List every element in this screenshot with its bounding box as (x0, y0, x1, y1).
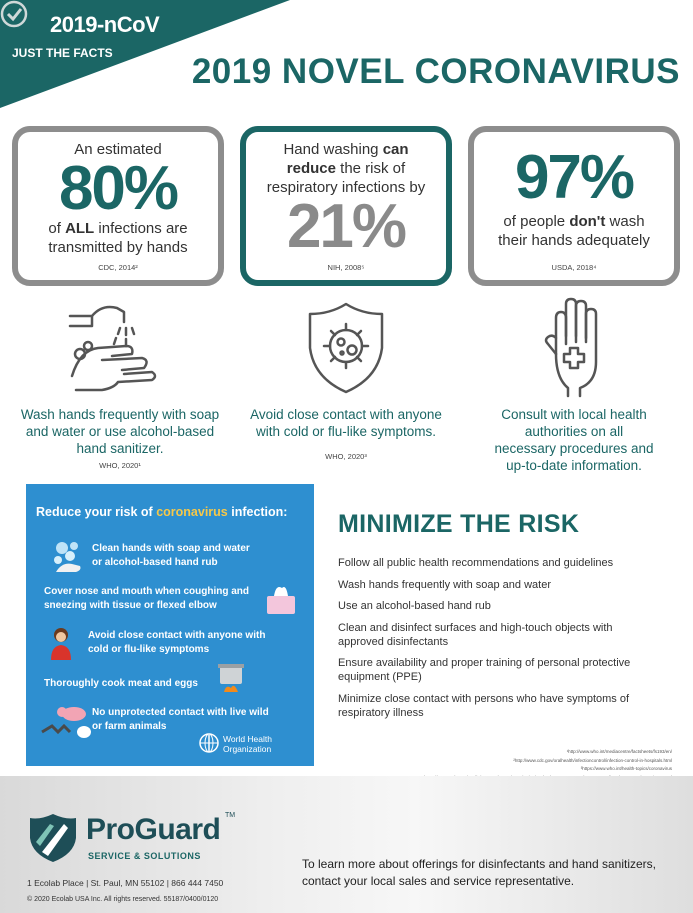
stat-box-21 (240, 126, 452, 286)
stat-line: transmitted by hands (48, 239, 188, 256)
page-title: 2019 NOVEL CORONAVIRUS (191, 52, 680, 91)
copyright: © 2020 Ecolab USA Inc. All rights reserved. 55187/0400/0120 (27, 896, 219, 903)
stat-citation: NIH, 2008⁵ (327, 263, 365, 272)
brand-tagline: SERVICE & SOLUTIONS (88, 851, 201, 861)
person-icon (48, 626, 74, 662)
list-item: Ensure availability and proper training of personal protective equipment (PPE) (338, 657, 631, 683)
tip-avoid-contact: Avoid close contact with anyone with cold or flu-like symptoms. (250, 407, 442, 439)
reference-link[interactable]: ³https://www.who.int/health-topics/coronavirus (580, 766, 672, 771)
stat-value: 80% (58, 154, 178, 223)
reference-link[interactable]: ¹http://www.who.int/mediacentre/factsheets/fs193/en/ (566, 749, 672, 754)
stat-line: of ALL infections are (48, 220, 188, 237)
cooking-pot-icon (216, 662, 246, 694)
reference-link[interactable]: ²http://www.cdc.gov/oralhealth/infectioncontrol/infection-control-in-hospitals.html (513, 757, 672, 763)
who-emblem-icon (198, 732, 220, 754)
tip-consult: Consult with local health authorities on all necessary procedures and up-to-date information. (494, 407, 654, 473)
stat-line: of people don't wash (503, 213, 645, 230)
who-item: Cover nose and mouth when coughing and sneezing with tissue or flexed elbow (44, 586, 250, 611)
stat-line: reduce the risk of (286, 160, 406, 177)
stat-value: 21% (286, 192, 406, 261)
handwash-icon (62, 298, 162, 398)
badge-subtitle: JUST THE FACTS (12, 46, 113, 60)
who-item: Clean hands with soap and water or alcohol-based hand rub (92, 543, 250, 568)
stat-line: respiratory infections by (266, 179, 426, 196)
virus-shield-icon (304, 300, 388, 396)
tissue-box-icon (264, 582, 298, 616)
checkmark-icon (0, 0, 28, 28)
hand-cross-icon (540, 296, 610, 400)
tip-citation: WHO, 2020³ (325, 452, 367, 461)
stat-line: Hand washing can (283, 141, 409, 158)
call-to-action: To learn more about offerings for disinfectants and hand sanitizers, contact your local sales and service representative. (302, 857, 656, 888)
list-item: Clean and disinfect surfaces and high-touch objects with approved disinfectants (338, 621, 613, 648)
badge-title: 2019-nCoV (50, 12, 160, 37)
animals-icon (38, 702, 98, 740)
stat-line: An estimated (74, 141, 162, 158)
who-panel-title: Reduce your risk of coronavirus infection: (36, 505, 288, 519)
brand-trademark: TM (225, 812, 236, 819)
stat-box-80 (12, 126, 224, 286)
stat-box-97 (468, 126, 680, 286)
tip-citation: WHO, 2020¹ (99, 461, 141, 470)
tip-handwash: Wash hands frequently with soap and water or use alcohol-based hand sanitizer. (20, 407, 220, 456)
who-item: Avoid close contact with anyone with cold or flu-like symptoms (88, 630, 266, 655)
address: 1 Ecolab Place | St. Paul, MN 55102 | 866 444 7450 (27, 878, 224, 888)
list-item: Wash hands frequently with soap and water (338, 578, 551, 591)
who-logo-text: World Health Organization (223, 734, 272, 754)
soap-bubbles-icon (50, 538, 86, 574)
list-item: Use an alcohol-based hand rub (338, 600, 491, 612)
minimize-list (338, 556, 658, 727)
who-item: Thoroughly cook meat and eggs (44, 678, 198, 689)
brand-name: ProGuard (86, 813, 221, 846)
stat-line: their hands adequately (498, 232, 650, 249)
stat-citation: CDC, 2014² (98, 263, 138, 272)
proguard-shield-icon (28, 812, 78, 864)
who-panel (26, 484, 314, 766)
list-item: Follow all public health recommendations and guidelines (338, 557, 614, 569)
list-item: Minimize close contact with persons who have symptoms of respiratory illness (338, 692, 630, 719)
stat-citation: USDA, 2018⁴ (551, 263, 597, 272)
stat-value: 97% (514, 143, 634, 212)
who-item: No unprotected contact with live wild or farm animals (92, 707, 269, 732)
minimize-title: MINIMIZE THE RISK (338, 510, 580, 538)
